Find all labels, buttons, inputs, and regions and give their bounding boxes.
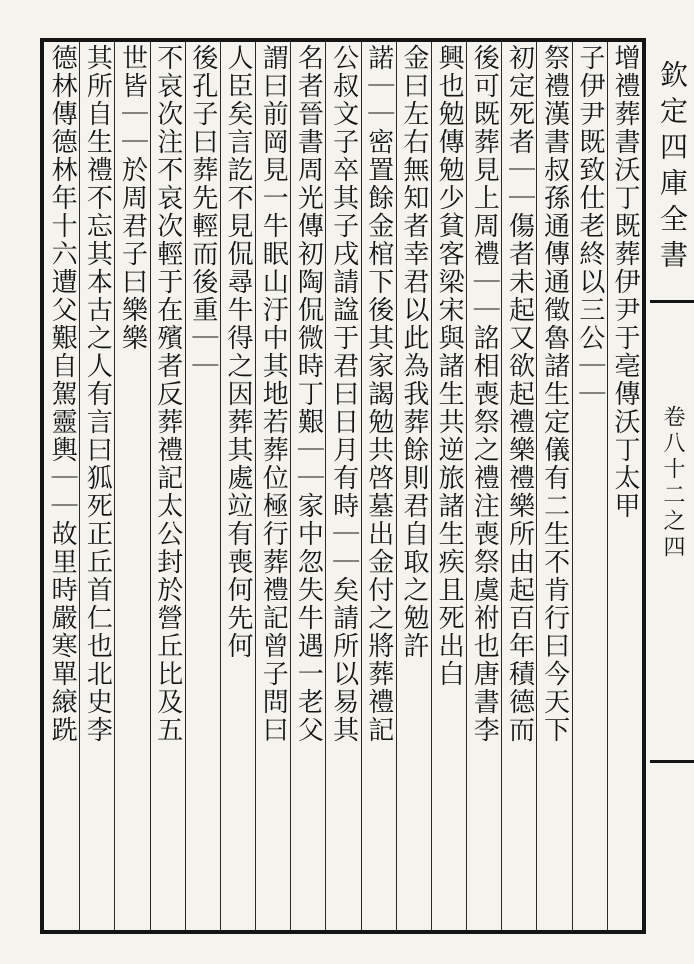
column-rule (114, 42, 115, 930)
text-column: 名者晉書周光傳初陶侃微時丁艱｜｜家中忽失牛遇一老父 (293, 44, 324, 744)
fishtail-mark (650, 300, 694, 303)
text-column: 祭禮漢書叔孫通傳通徵魯諸生定儀有二生不肯行曰今天下 (539, 44, 570, 744)
column-rule (361, 42, 362, 930)
column-rule (325, 42, 326, 930)
text-column: 其所自生禮不忘其本古之人有言曰狐死正丘首仁也北史李 (82, 44, 113, 744)
text-column: 人臣矣言訖不見侃尋牛得之因葬其處竝有喪何先何 (223, 44, 254, 660)
column-rule (572, 42, 573, 930)
text-column: 增禮葬書沃丁既葬伊尹于亳傳沃丁太甲 (609, 44, 640, 520)
column-rule (79, 42, 80, 930)
column-rule (255, 42, 256, 930)
text-column: 謂曰前岡見一牛眠山汙中其地若葬位極行葬禮記曾子問曰 (258, 44, 289, 744)
text-column: 德林傳德林年十六遭父艱自駕靈輿｜｜故里時嚴寒單縗跣 (47, 44, 78, 744)
book-title: 欽定四庫全書 (656, 60, 689, 276)
volume-label: 卷八十二之四 (660, 405, 685, 561)
text-column: 世皆｜｜於周君子曰樂樂 (117, 44, 148, 352)
text-column: 興也勉傳勉少貧客梁宋與諸生共逆旅諸生疾且死出白 (434, 44, 465, 688)
fishtail-mark (650, 760, 694, 763)
column-rule (150, 42, 151, 930)
column-rule (501, 42, 502, 930)
column-rule (536, 42, 537, 930)
column-rule (466, 42, 467, 930)
text-column: 後可既葬見上周禮｜｜詺相喪祭之禮注喪祭虞祔也唐書李 (469, 44, 500, 744)
text-column: 不哀次注不哀次輕于在殯者反葬禮記太公封於營丘比及五 (152, 44, 183, 744)
column-rule (431, 42, 432, 930)
column-rule (396, 42, 397, 930)
text-column: 子伊尹既致仕老終以三公｜｜ (574, 44, 605, 408)
text-column: 公叔文子卒其子戌請諡于君曰日月有時｜｜矣請所以易其 (328, 44, 359, 744)
column-rule (185, 42, 186, 930)
text-column: 金曰左右無知者幸君以此為我葬餘則君自取之勉許 (398, 44, 429, 660)
column-rule (220, 42, 221, 930)
text-column: 初定死者｜｜傷者未起又欲起禮樂禮樂所由起百年積德而 (504, 44, 535, 744)
text-column: 後孔子曰葬先輕而後重｜｜ (187, 44, 218, 380)
text-column: 諾｜｜密置餘金棺下後其家謁勉共啓墓出金付之將葬禮記 (363, 44, 394, 744)
column-rule (290, 42, 291, 930)
column-rule (607, 42, 608, 930)
